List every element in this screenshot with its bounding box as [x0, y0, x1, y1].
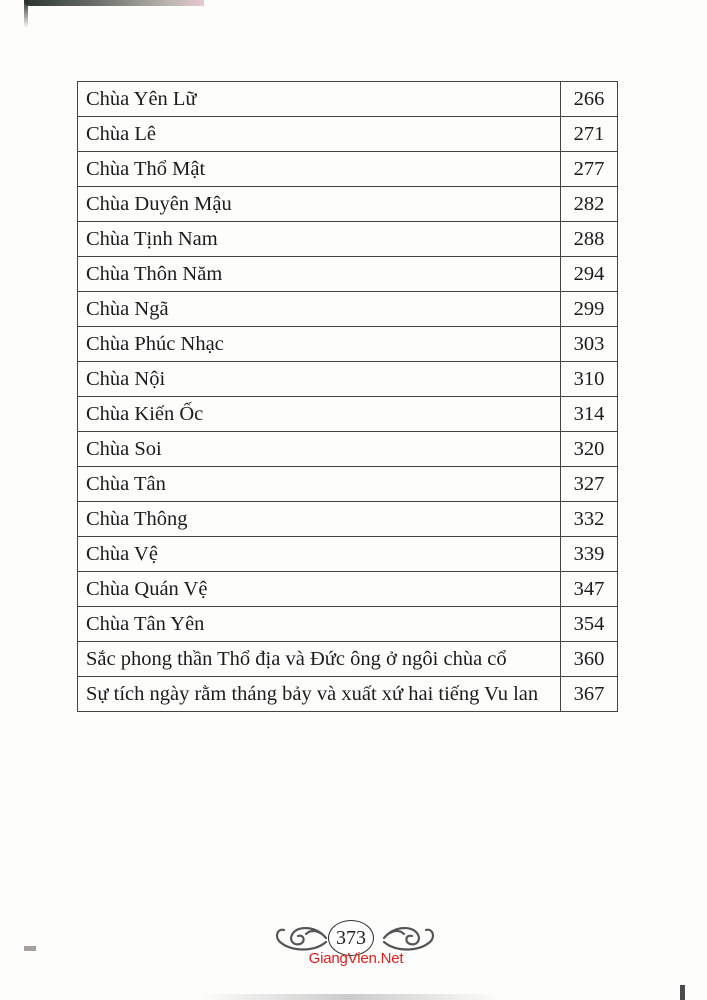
entry-title: Chùa Thôn Năm — [78, 257, 561, 292]
table-of-contents — [77, 81, 618, 712]
table-row — [78, 152, 618, 187]
entry-title: Chùa Quán Vệ — [78, 572, 561, 607]
scan-mark-artifact — [24, 946, 36, 951]
entry-page-number: 266 — [561, 82, 618, 117]
table-row — [78, 502, 618, 537]
table-row — [78, 187, 618, 222]
entry-page-number: 339 — [561, 537, 618, 572]
entry-title: Chùa Vệ — [78, 537, 561, 572]
entry-page-number: 277 — [561, 152, 618, 187]
scan-mark-artifact — [680, 985, 685, 1000]
entry-page-number: 332 — [561, 502, 618, 537]
entry-title: Chùa Yên Lữ — [78, 82, 561, 117]
table-row — [78, 292, 618, 327]
entry-page-number: 310 — [561, 362, 618, 397]
entry-page-number: 271 — [561, 117, 618, 152]
table-row — [78, 222, 618, 257]
entry-page-number: 347 — [561, 572, 618, 607]
entry-page-number: 327 — [561, 467, 618, 502]
entry-page-number: 320 — [561, 432, 618, 467]
entry-title: Chùa Tân Yên — [78, 607, 561, 642]
table-row — [78, 397, 618, 432]
table-row — [78, 467, 618, 502]
entry-page-number: 354 — [561, 607, 618, 642]
table-row — [78, 117, 618, 152]
scan-edge-artifact — [24, 0, 204, 6]
entry-page-number: 299 — [561, 292, 618, 327]
entry-title: Chùa Soi — [78, 432, 561, 467]
entry-title: Chùa Kiến Ốc — [78, 397, 561, 432]
entry-page-number: 367 — [561, 677, 618, 712]
table-row — [78, 572, 618, 607]
scan-smudge-artifact — [200, 994, 500, 1000]
entry-page-number: 303 — [561, 327, 618, 362]
table-row — [78, 677, 618, 712]
table-row — [78, 432, 618, 467]
entry-title: Chùa Lê — [78, 117, 561, 152]
table-row — [78, 642, 618, 677]
entry-title: Chùa Ngã — [78, 292, 561, 327]
table-row — [78, 327, 618, 362]
entry-page-number: 282 — [561, 187, 618, 222]
entry-title: Chùa Nội — [78, 362, 561, 397]
table-row — [78, 82, 618, 117]
watermark-text: GiangVien.Net — [308, 950, 404, 967]
entry-page-number: 294 — [561, 257, 618, 292]
scan-shadow-artifact — [24, 0, 28, 28]
entry-title: Chùa Thổ Mật — [78, 152, 561, 187]
entry-title: Chùa Phúc Nhạc — [78, 327, 561, 362]
entry-page-number: 288 — [561, 222, 618, 257]
table-row — [78, 362, 618, 397]
table-row — [78, 607, 618, 642]
entry-title: Chùa Tịnh Nam — [78, 222, 561, 257]
entry-title: Chùa Thông — [78, 502, 561, 537]
entry-title: Chùa Tân — [78, 467, 561, 502]
table-row — [78, 537, 618, 572]
entry-page-number: 314 — [561, 397, 618, 432]
entry-title: Sự tích ngày rằm tháng bảy và xuất xứ hai tiếng Vu lan — [78, 677, 561, 712]
page-number: 373 — [328, 920, 374, 956]
entry-title: Sắc phong thần Thổ địa và Đức ông ở ngôi chùa cổ — [78, 642, 561, 677]
entry-page-number: 360 — [561, 642, 618, 677]
entry-title: Chùa Duyên Mậu — [78, 187, 561, 222]
toc-body — [78, 82, 618, 712]
table-row — [78, 257, 618, 292]
